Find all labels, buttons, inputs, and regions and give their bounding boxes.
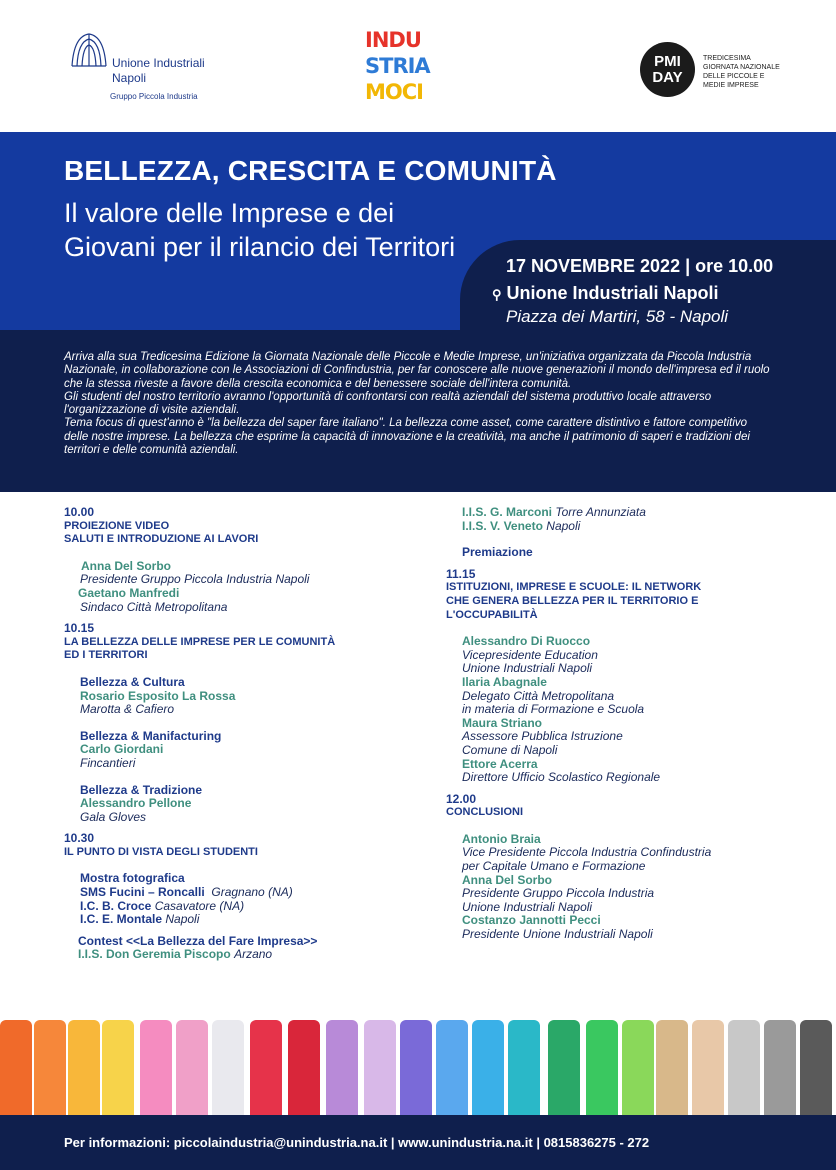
speaker-role: Vicepresidente Education Unione Industriali Napoli [462,647,598,676]
marker-image [364,1020,396,1120]
marker-image [212,1020,244,1120]
speaker-role: Fincantieri [80,755,136,770]
speaker-name: Ettore Acerra [462,756,538,771]
time-slot: 10.15 [64,621,95,636]
school-location: Napoli [546,518,581,533]
school-entry [64,948,424,962]
speaker-role: Vice Presidente Piccola Industria Confindustria per Capitale Umano e Formazione [462,845,712,874]
marker-image [68,1020,100,1120]
venue-name: Unione Industriali Napoli [506,283,719,303]
speaker-name: Anna Del Sorbo [462,872,553,887]
time-slot: 12.00 [446,791,477,806]
topic-label: Bellezza & Cultura [80,674,185,689]
intro-text: Arriva alla sua Tredicesima Edizione la Giornata Nazionale delle Piccole e Medie Imprese, un'iniziativa organizzata da Piccola Industria Nazionale, in collaborazione con le Associazioni di Confindustria, per far conoscere alle nuove generazioni il mondo dell'impresa ed il ruolo che la stessa riveste a favore della crescita economica e del benessere sociale dell'intera comunità. Gli studenti del nostro territorio avranno l'opportunità di confrontarsi con realtà aziendali del sistema produttivo locale attraverso l'organizzazione di visite aziendali. Tema focus di quest'anno è "la bellezza del saper fare italiano". La bellezza come asset, come carattere distintivo e fattore competitivo delle nostre imprese. La bellezza che esprime la capacità di innovazione e la creatività, ma anche il patrimonio di saperi e tradizioni dei territori e delle comunità aziendali. [64,351,770,457]
time-slot: 10.30 [64,831,95,846]
marker-image [326,1020,358,1120]
footer-info: Per informazioni: piccolaindustria@unindustria.na.it | www.unindustria.na.it | 0815836275 - 272 [0,1115,836,1170]
session-heading: LA BELLEZZA DELLE IMPRESE PER LE COMUNITÀ ED I TERRITORI [64,635,336,662]
speaker-role: Presidente Unione Industriali Napoli [462,927,653,942]
speaker-name: Gaetano Manfredi [78,585,180,600]
speaker-name: Alessandro Di Ruocco [462,634,591,649]
marker-image [102,1020,134,1120]
marker-image [250,1020,282,1120]
marker-image [140,1020,172,1120]
pmi-day-text: TREDICESIMA GIORNATA NAZIONALE DELLE PICCOLE E MEDIE IMPRESE [703,55,780,89]
marker-image [436,1020,468,1120]
marker-image [34,1020,66,1120]
marker-image [548,1020,580,1120]
indu-line-1: INDU [365,28,421,52]
award-label: Premiazione [462,545,533,560]
marker-image [622,1020,654,1120]
page-title: BELLEZZA, CRESCITA E COMUNITÀ [64,155,557,186]
ui-name: Unione Industriali Napoli [112,56,205,85]
school-location: Arzano [234,947,273,962]
speaker-role: Presidente Gruppo Piccola Industria Napoli [80,572,310,587]
marker-image [656,1020,688,1120]
topic-label: Contest <<La Bellezza del Fare Impresa>> [78,933,318,948]
speaker-name: Rosario Esposito La Rossa [80,688,236,703]
marker-image [288,1020,320,1120]
speaker-name: Ilaria Abagnale [462,674,547,689]
school-location: Napoli [165,912,200,927]
session-heading: CONCLUSIONI [446,806,523,819]
marker-image [176,1020,208,1120]
speaker-name: Maura Striano [462,715,543,730]
speaker-name: Anna Del Sorbo [81,558,172,573]
topic-label: Mostra fotografica [80,871,185,886]
school-entry [64,900,424,914]
event-venue [492,283,719,304]
speaker-role: Gala Gloves [80,809,147,824]
time-slot: 10.00 [64,505,95,519]
location-pin-icon: ⚲ [492,287,502,302]
unione-industriali-emblem-icon [70,30,108,70]
page-subtitle: Il valore delle Imprese e dei Giovani per il rilancio dei Territori [64,198,456,262]
speaker-name: Antonio Braia [462,831,541,846]
speaker-role: Sindaco Città Metropolitana [80,599,228,614]
header-logos [0,0,836,132]
decorative-markers [0,1010,836,1120]
indu-line-2: STRIA [365,54,430,78]
marker-image [800,1020,832,1120]
school-location: Gragnano (NA) [211,885,293,900]
school-name: I.I.S. G. Marconi [462,505,553,519]
topic-label: Bellezza & Manifacturing [80,728,222,743]
school-entry [446,520,786,534]
session-heading: PROIEZIONE VIDEO SALUTI E INTRODUZIONE AI LAVORI [64,519,259,546]
marker-image [692,1020,724,1120]
school-entry [446,506,786,520]
ui-subtitle: Gruppo Piccola Industria [110,92,198,101]
school-entry [64,913,424,927]
speaker-role: Marotta & Cafiero [80,702,175,717]
marker-image [586,1020,618,1120]
marker-image [472,1020,504,1120]
marker-image [508,1020,540,1120]
school-name: I.C. B. Croce [80,898,152,913]
speaker-role: Presidente Gruppo Piccola Industria Unione Industriali Napoli [462,886,655,914]
speaker-role: Direttore Ufficio Scolastico Regionale [462,770,661,785]
program-right [446,506,786,942]
school-name: I.C. E. Montale [80,912,163,927]
unione-industriali-logo [70,30,210,105]
speaker-name: Costanzo Jannotti Pecci [462,913,601,928]
marker-image [764,1020,796,1120]
marker-image [0,1020,32,1120]
time-slot: 11.15 [446,566,476,581]
topic-label: Bellezza & Tradizione [80,782,203,797]
pmi-day-logo [640,42,780,97]
session-heading: ISTITUZIONI, IMPRESE E SCUOLE: IL NETWORK CHE GENERA BELLEZZA PER IL TERRITORIO E L'OCCUPABILITÀ [446,581,702,621]
speaker-role: Assessore Pubblica Istruzione Comune di Napoli [462,729,623,757]
speaker-role: Delegato Città Metropolitana in materia di Formazione e Scuola [462,688,645,717]
session-heading: IL PUNTO DI VISTA DEGLI STUDENTI [64,845,258,858]
event-date: 17 NOVEMBRE 2022 | ore 10.00 [506,256,774,276]
school-name: I.I.S. Don Geremia Piscopo [78,947,231,962]
school-name: I.I.S. V. Veneto [462,518,543,533]
program-left [64,506,424,962]
event-address: Piazza dei Martiri, 58 - Napoli [506,307,729,326]
school-entry [64,886,424,900]
school-name: SMS Fucini – Roncalli [80,885,205,900]
school-location: Casavatore (NA) [154,898,245,913]
speaker-name: Carlo Giordani [80,742,164,757]
marker-image [728,1020,760,1120]
school-location: Torre Annunziata [555,505,646,519]
pmi-day-badge: PMI DAY [640,42,695,97]
industriamoci-logo [365,27,435,112]
speaker-name: Alessandro Pellone [80,796,192,811]
indu-line-3: MOCI [365,80,423,104]
marker-image [400,1020,432,1120]
